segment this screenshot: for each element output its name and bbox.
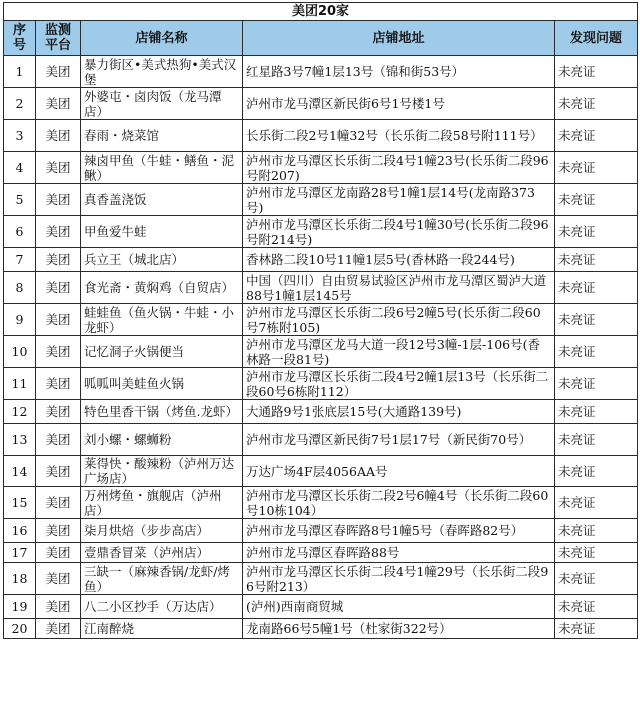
row-store-address: 泸州市龙马潭区春晖路8号1幢5号（春晖路82号）: [243, 519, 555, 543]
row-store-address: 泸州市龙马潭区长乐街二段4号2幢1层13号（长乐街二段60号6栋附112）: [243, 368, 555, 400]
row-index: 10: [4, 336, 36, 368]
row-issue: 未亮证: [555, 400, 638, 424]
table-row: [4, 304, 638, 336]
row-index: 9: [4, 304, 36, 336]
row-issue: 未亮证: [555, 216, 638, 248]
table-row: [4, 336, 638, 368]
row-store-address: 泸州市龙马潭区长乐街二段2号6幢4号（长乐街二段60号10栋104）: [243, 487, 555, 519]
row-issue: 未亮证: [555, 88, 638, 120]
row-platform: 美团: [36, 120, 81, 152]
row-store-name: 甲鱼爱牛蛙: [81, 216, 243, 248]
row-issue: 未亮证: [555, 456, 638, 487]
row-index: 7: [4, 248, 36, 272]
row-store-name: 暴力街区•美式热狗•美式汉堡: [81, 56, 243, 88]
table-header-row: [4, 21, 638, 56]
table-row: [4, 216, 638, 248]
row-platform: 美团: [36, 487, 81, 519]
table-row: [4, 543, 638, 563]
table-row: [4, 272, 638, 304]
row-issue: 未亮证: [555, 543, 638, 563]
row-index: 12: [4, 400, 36, 424]
row-index: 15: [4, 487, 36, 519]
row-issue: 未亮证: [555, 248, 638, 272]
table-title: 美团20家: [4, 3, 638, 21]
row-store-address: 红星路3号7幢1层13号（锦和街53号）: [243, 56, 555, 88]
header-index: 序号: [4, 21, 36, 56]
row-issue: 未亮证: [555, 120, 638, 152]
row-store-name: 蛙蛙鱼（鱼火锅・牛蛙・小龙虾）: [81, 304, 243, 336]
table-row: [4, 563, 638, 595]
row-issue: 未亮证: [555, 152, 638, 184]
row-store-name: 三缺一（麻辣香锅/龙虾/烤鱼）: [81, 563, 243, 595]
row-store-address: 香林路二段10号11幢1层5号(香林路一段244号): [243, 248, 555, 272]
row-index: 17: [4, 543, 36, 563]
row-platform: 美团: [36, 304, 81, 336]
table-row: [4, 424, 638, 456]
row-platform: 美团: [36, 368, 81, 400]
row-store-address: 长乐街二段2号1幢32号（长乐街二段58号附111号）: [243, 120, 555, 152]
row-store-address: 泸州市龙马潭区长乐街二段4号1幢29号（长乐街二段96号附213）: [243, 563, 555, 595]
row-store-address: 泸州市龙马潭区长乐街二段4号1幢30号(长乐街二段96号附214号): [243, 216, 555, 248]
row-issue: 未亮证: [555, 619, 638, 639]
row-index: 6: [4, 216, 36, 248]
row-issue: 未亮证: [555, 304, 638, 336]
row-store-name: 食光斋・黄焖鸡（自贸店）: [81, 272, 243, 304]
row-store-name: 辣卤甲鱼（牛蛙・鳝鱼・泥鳅）: [81, 152, 243, 184]
row-index: 1: [4, 56, 36, 88]
row-platform: 美团: [36, 152, 81, 184]
table-row: [4, 595, 638, 619]
table-row: [4, 487, 638, 519]
header-address: 店铺地址: [243, 21, 555, 56]
row-store-name: 特色里香干锅（烤鱼.龙虾）: [81, 400, 243, 424]
row-index: 16: [4, 519, 36, 543]
table-row: [4, 152, 638, 184]
row-platform: 美团: [36, 184, 81, 216]
row-platform: 美团: [36, 563, 81, 595]
row-index: 13: [4, 424, 36, 456]
row-store-address: 大通路9号1张底层15号(大通路139号): [243, 400, 555, 424]
row-store-name: 莱得快・酸辣粉（泸州万达广场店）: [81, 456, 243, 487]
row-issue: 未亮证: [555, 563, 638, 595]
table-row: [4, 368, 638, 400]
row-issue: 未亮证: [555, 519, 638, 543]
table-row: [4, 248, 638, 272]
row-store-name: 记忆洞子火锅便当: [81, 336, 243, 368]
row-platform: 美团: [36, 619, 81, 639]
row-store-address: 泸州市龙马潭区新民街7号1层17号（新民街70号）: [243, 424, 555, 456]
row-store-name: 刘小螺・螺蛳粉: [81, 424, 243, 456]
row-issue: 未亮证: [555, 424, 638, 456]
header-platform: 监测平台: [36, 21, 81, 56]
row-store-name: 真香盖浇饭: [81, 184, 243, 216]
row-platform: 美团: [36, 543, 81, 563]
row-index: 2: [4, 88, 36, 120]
row-store-name: 兵立王（城北店）: [81, 248, 243, 272]
table-title-row: [4, 3, 638, 21]
row-index: 20: [4, 619, 36, 639]
row-platform: 美团: [36, 424, 81, 456]
header-issue: 发现问题: [555, 21, 638, 56]
row-store-address: 泸州市龙马潭区龙马大道一段12号3幢-1层-106号(香林路一段81号): [243, 336, 555, 368]
row-index: 18: [4, 563, 36, 595]
row-store-address: (泸州)西南商贸城: [243, 595, 555, 619]
table-row: [4, 56, 638, 88]
row-index: 11: [4, 368, 36, 400]
row-store-name: 呱呱叫美蛙鱼火锅: [81, 368, 243, 400]
row-platform: 美团: [36, 56, 81, 88]
row-store-name: 江南醉烧: [81, 619, 243, 639]
row-index: 19: [4, 595, 36, 619]
row-store-name: 春雨・烧菜馆: [81, 120, 243, 152]
store-inspection-table: [3, 2, 638, 639]
row-store-address: 泸州市龙马潭区龙南路28号1幢1层14号(龙南路373号): [243, 184, 555, 216]
row-index: 8: [4, 272, 36, 304]
table-row: [4, 88, 638, 120]
row-index: 5: [4, 184, 36, 216]
row-issue: 未亮证: [555, 336, 638, 368]
row-platform: 美团: [36, 336, 81, 368]
row-issue: 未亮证: [555, 487, 638, 519]
row-index: 4: [4, 152, 36, 184]
row-store-address: 泸州市龙马潭区长乐街二段4号1幢23号(长乐街二段96号附207): [243, 152, 555, 184]
row-platform: 美团: [36, 400, 81, 424]
row-index: 14: [4, 456, 36, 487]
row-issue: 未亮证: [555, 184, 638, 216]
table-row: [4, 519, 638, 543]
row-platform: 美团: [36, 248, 81, 272]
row-platform: 美团: [36, 456, 81, 487]
table-row: [4, 184, 638, 216]
row-platform: 美团: [36, 519, 81, 543]
row-store-address: 泸州市龙马潭区春晖路88号: [243, 543, 555, 563]
row-store-name: 外婆屯・卤肉饭（龙马潭店）: [81, 88, 243, 120]
row-issue: 未亮证: [555, 368, 638, 400]
row-store-name: 柒月烘焙（步步高店）: [81, 519, 243, 543]
table-row: [4, 456, 638, 487]
row-store-name: 万州烤鱼・旗舰店（泸州店）: [81, 487, 243, 519]
row-platform: 美团: [36, 272, 81, 304]
row-platform: 美团: [36, 216, 81, 248]
row-store-name: 壹鼎香冒菜（泸州店）: [81, 543, 243, 563]
row-store-address: 万达广场4F层4056AA号: [243, 456, 555, 487]
row-store-name: 八二小区抄手（万达店）: [81, 595, 243, 619]
row-platform: 美团: [36, 88, 81, 120]
table-row: [4, 619, 638, 639]
row-issue: 未亮证: [555, 56, 638, 88]
row-store-address: 泸州市龙马潭区新民街6号1号楼1号: [243, 88, 555, 120]
table-row: [4, 120, 638, 152]
row-store-address: 中国（四川）自由贸易试验区泸州市龙马潭区蜀泸大道88号1幢1层145号: [243, 272, 555, 304]
row-store-address: 龙南路66号5幢1号（杜家街322号）: [243, 619, 555, 639]
row-issue: 未亮证: [555, 272, 638, 304]
row-index: 3: [4, 120, 36, 152]
header-name: 店铺名称: [81, 21, 243, 56]
row-platform: 美团: [36, 595, 81, 619]
row-store-address: 泸州市龙马潭区长乐街二段6号2幢5号(长乐街二段60号7栋附105): [243, 304, 555, 336]
row-issue: 未亮证: [555, 595, 638, 619]
table-row: [4, 400, 638, 424]
